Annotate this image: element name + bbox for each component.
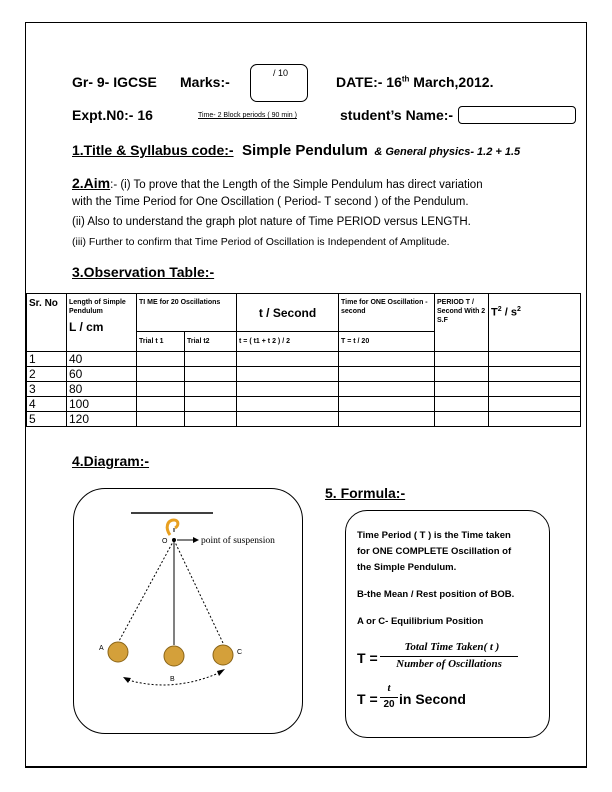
fraction-bar-2 <box>380 697 398 698</box>
label-o: O <box>162 538 168 545</box>
hook-icon <box>167 520 178 535</box>
formula-line-4: B-the Mean / Rest position of BOB. <box>357 589 515 600</box>
title-line <box>72 142 520 160</box>
label-a: A <box>99 645 104 652</box>
student-label: student’s Name:- <box>340 107 454 123</box>
formula-t-eq-2: T = <box>357 691 378 707</box>
col-period: PERIOD T / Second With 2 S.F <box>435 294 489 352</box>
student-name-input[interactable] <box>458 106 576 124</box>
marks-label: Marks:- <box>180 74 230 90</box>
col-length-unit: L / cm <box>69 320 104 334</box>
col-time: TI ME for 20 Oscillations <box>137 294 237 332</box>
title-code: & General physics- 1.2 + 1.5 <box>374 146 521 158</box>
col-t-formula: t = ( t1 + t 2 ) / 2 <box>237 332 339 352</box>
formula-denominator-2: 20 <box>383 699 395 710</box>
formula-line-1: Time Period ( T ) is the Time taken <box>357 530 511 541</box>
label-c: C <box>237 649 243 656</box>
aim-line-2: with the Time Period for One Oscillation ( Period- T second ) of the Pendulum. <box>72 196 469 208</box>
formula-t-eq-1: T = <box>357 650 378 666</box>
formula-line-2: for ONE COMPLETE Oscillation of <box>357 546 512 557</box>
suspension-label: point of suspension <box>201 536 275 546</box>
observation-table <box>26 293 581 427</box>
marks-value: / 10 <box>273 68 289 78</box>
formula-heading: 5. Formula:- <box>325 485 406 501</box>
bob-a <box>108 642 128 662</box>
formula-numerator-2: t <box>387 682 391 694</box>
date-label: DATE:- 16th March,2012. <box>336 74 494 90</box>
col-one-formula: T = t / 20 <box>339 332 435 352</box>
aim-line-4: (iii) Further to confirm that Time Period of Oscillation is Independent of Amplitude. <box>72 236 450 248</box>
formula-line-3: the Simple Pendulum. <box>357 562 457 573</box>
table-row: 5 120 <box>27 412 581 427</box>
formula-unit: in Second <box>399 691 466 707</box>
col-t: t / Second <box>237 294 339 332</box>
col-t-squared: $T^2 / s^2$ <box>489 294 581 352</box>
marks-box[interactable] <box>250 64 308 102</box>
label-b: B <box>170 676 175 683</box>
table-row: 4 100 <box>27 397 581 412</box>
expt-no: Expt.N0:- 16 <box>72 107 153 123</box>
formula-denominator: Number of Oscillations <box>396 658 502 670</box>
pendulum-diagram <box>73 488 303 734</box>
title-label: 1.Title & Syllabus code:- <box>72 142 234 158</box>
pendulum-string-right <box>174 540 223 643</box>
aim-line-3: (ii) Also to understand the graph plot nature of Time PERIOD versus LENGTH. <box>72 216 471 228</box>
title-main: Simple Pendulum <box>242 142 368 159</box>
diagram-heading: 4.Diagram:- <box>72 453 150 469</box>
aim-line-1: 2.Aim:- (i) To prove that the Length of the Simple Pendulum has direct variation <box>72 175 483 191</box>
formula-numerator: Total Time Taken( t ) <box>404 641 500 653</box>
table-row: 1 40 <box>27 352 581 367</box>
col-length: Length of Simple Pendulum L / cm <box>67 294 137 352</box>
col-one: Time for ONE Oscillation - second <box>339 294 435 332</box>
time-note: Time- 2 Block periods ( 90 min ) <box>198 112 297 119</box>
bob-c <box>213 645 233 665</box>
bob-b <box>164 646 184 666</box>
grade-label: Gr- 9- IGCSE <box>72 74 157 90</box>
pendulum-string-left <box>119 540 174 641</box>
table-row: 3 80 <box>27 382 581 397</box>
observation-heading: 3.Observation Table:- <box>72 264 215 280</box>
table-row: 2 60 <box>27 367 581 382</box>
col-trial-2: Trial t2 <box>185 332 237 352</box>
fraction-bar <box>380 656 518 657</box>
col-trial-1: Trial t 1 <box>137 332 185 352</box>
formula-line-5: A or C- Equilibrium Position <box>357 616 484 627</box>
col-sr: Sr. No <box>27 294 67 352</box>
